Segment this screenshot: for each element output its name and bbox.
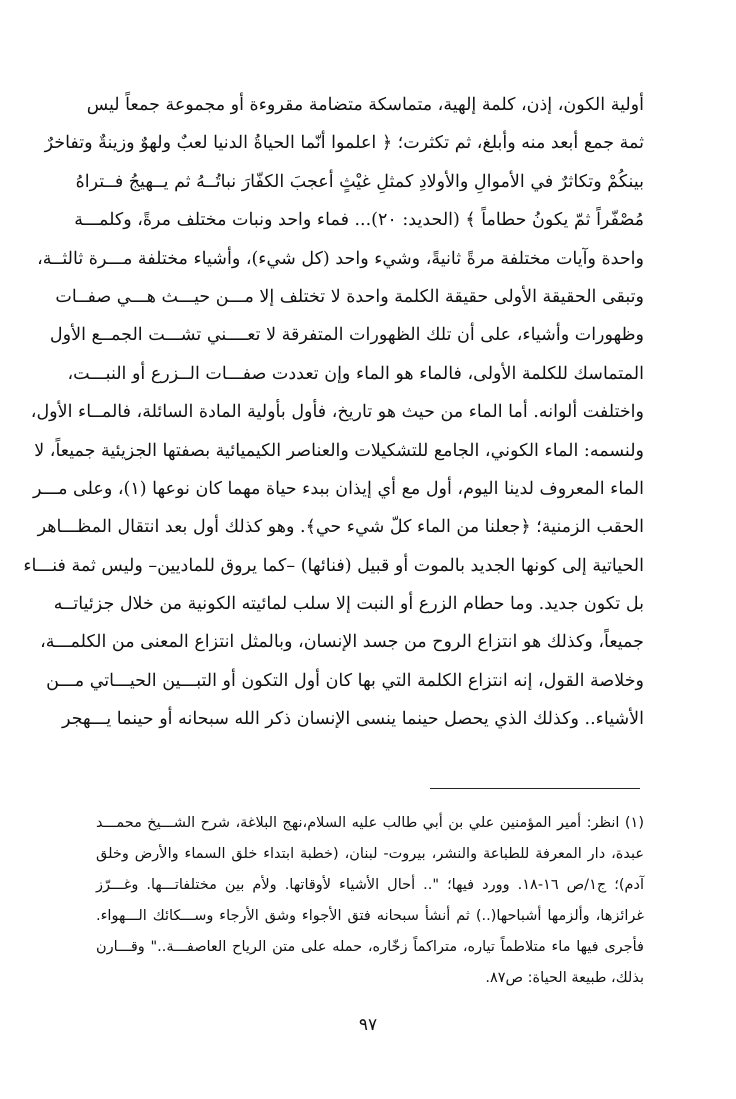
body-line: واختلفت ألوانه. أما الماء من حيث هو تاريخ، فأول بأولية المادة السائلة، فالمــاء الأول، <box>30 402 644 423</box>
body-line: أولية الكون، إذن، كلمة إلهية، متماسكة متضامة مقروءة أو مجموعة جمعاً ليس <box>86 95 644 115</box>
body-line: وتبقى الحقيقة الأولى حقيقة الكلمة واحدة لا تختلف إلا مـــن حيـــث هـــي صفــات <box>55 286 644 307</box>
body-line: ولنسمه: الماء الكوني، الجامع للتشكيلات والعناصر الكيميائية بصفتها الجزيئية جميعاً، لا <box>34 440 644 461</box>
body-line: بينكُمْ وتكاثرٌ في الأموالِ والأولادِ كمثلِ غيْثٍ أعجبَ الكفّارَ نباتُــهُ ثم يــهيجُ فــتراهُ <box>75 171 644 192</box>
page-number: ٩٧ <box>358 1015 378 1035</box>
body-line: واحدة وآيات مختلفة مرةً ثانيةً، وشيء واحد (كل شيء)، وأشياء مختلفة مـــرة ثالثــة، <box>37 248 644 269</box>
body-text <box>23 86 644 739</box>
body-line: وظهورات وأشياء، على أن تلك الظهورات المتفرقة لا تعــــني تشـــت الجمــع الأول <box>49 325 644 346</box>
footnote-line: غرائزها، وألزمها أشباحها(..) ثم أنشأ سبحانه فتق الأجواء وشق الأرجاء وســـكائك الـــهواء. <box>96 908 644 924</box>
footnote-line: عبدة، دار المعرفة للطباعة والنشر، بيروت- لبنان، (خطبة ابتداء خلق السماء والأرض وخلق <box>96 846 644 862</box>
body-line: جميعاً، وكذلك هو انتزاع الروح من جسد الإنسان، وبالمثل انتزاع المعنى من الكلمـــة، <box>40 632 644 653</box>
body-line: الحياتية إلى كونها الجديد بالموت أو قبيل (فنائها) –كما يروق للماديين– وليس ثمة فنـــاء <box>23 555 644 576</box>
footnote-line: آدم)؛ ج١/ص ١٦-١٨. وورد فيها؛ ".. أحال الأشياء لأوقاتها. ولأم بين مختلفاتـــها. وغـــرّز <box>96 877 644 893</box>
footnote-line: (١) انظر: أمير المؤمنين علي بن أبي طالب عليه السلام،نهج البلاغة، شرح الشـــيخ محمـــد <box>96 815 644 831</box>
body-line: الماء المعروف لدينا اليوم، أول مع أي إيذان ببدء حياة مهما كان نوعها (١)، وعلى مـــر <box>33 478 644 499</box>
body-line: الحقب الزمنية؛ ﴿جعلنا من الماء كلّ شيء حي﴾. وهو كذلك أول بعد انتقال المظـــاهر <box>37 517 644 538</box>
body-line: المتماسك للكلمة الأولى، فالماء هو الماء وإن تعددت صفـــات الــزرع أو النبـــت، <box>67 363 644 384</box>
footnotes <box>96 808 644 994</box>
body-line: وخلاصة القول، إنه انتزاع الكلمة التي بها كان أول التكون أو التبـــين الحيـــاتي مـــن <box>46 670 644 691</box>
footnote-line: بذلك، طبيعة الحياة: ص٨٧. <box>485 970 644 986</box>
body-line: ثمة جمع أبعد منه وأبلغ، ثم تكثرت؛ ﴿ اعلموا أنّما الحياةُ الدنيا لعبٌ ولهوٌ وزينةٌ وتفاخرٌ <box>44 133 644 154</box>
body-line: الأشياء.. وكذلك الذي يحصل حينما ينسى الإنسان ذكر الله سبحانه أو حينما يـــهجر <box>61 709 644 730</box>
body-line: مُصْفّراً ثمّ يكونُ حطاماً ﴾ (الحديد: ٢٠)... فماء واحد ونبات مختلف مرةً، وكلمـــة <box>74 210 644 231</box>
footnote-divider <box>430 788 640 789</box>
body-line: بل تكون جديد. وما حطام الزرع أو النبت إلا سلب لمائيته الكونية من خلال جزئياتــه <box>53 594 644 615</box>
footnote-line: فأجرى فيها ماء متلاطماً تياره، متراكماً زخّاره، حمله على متن الرياح العاصفـــة.." وقـــارن <box>96 939 644 955</box>
